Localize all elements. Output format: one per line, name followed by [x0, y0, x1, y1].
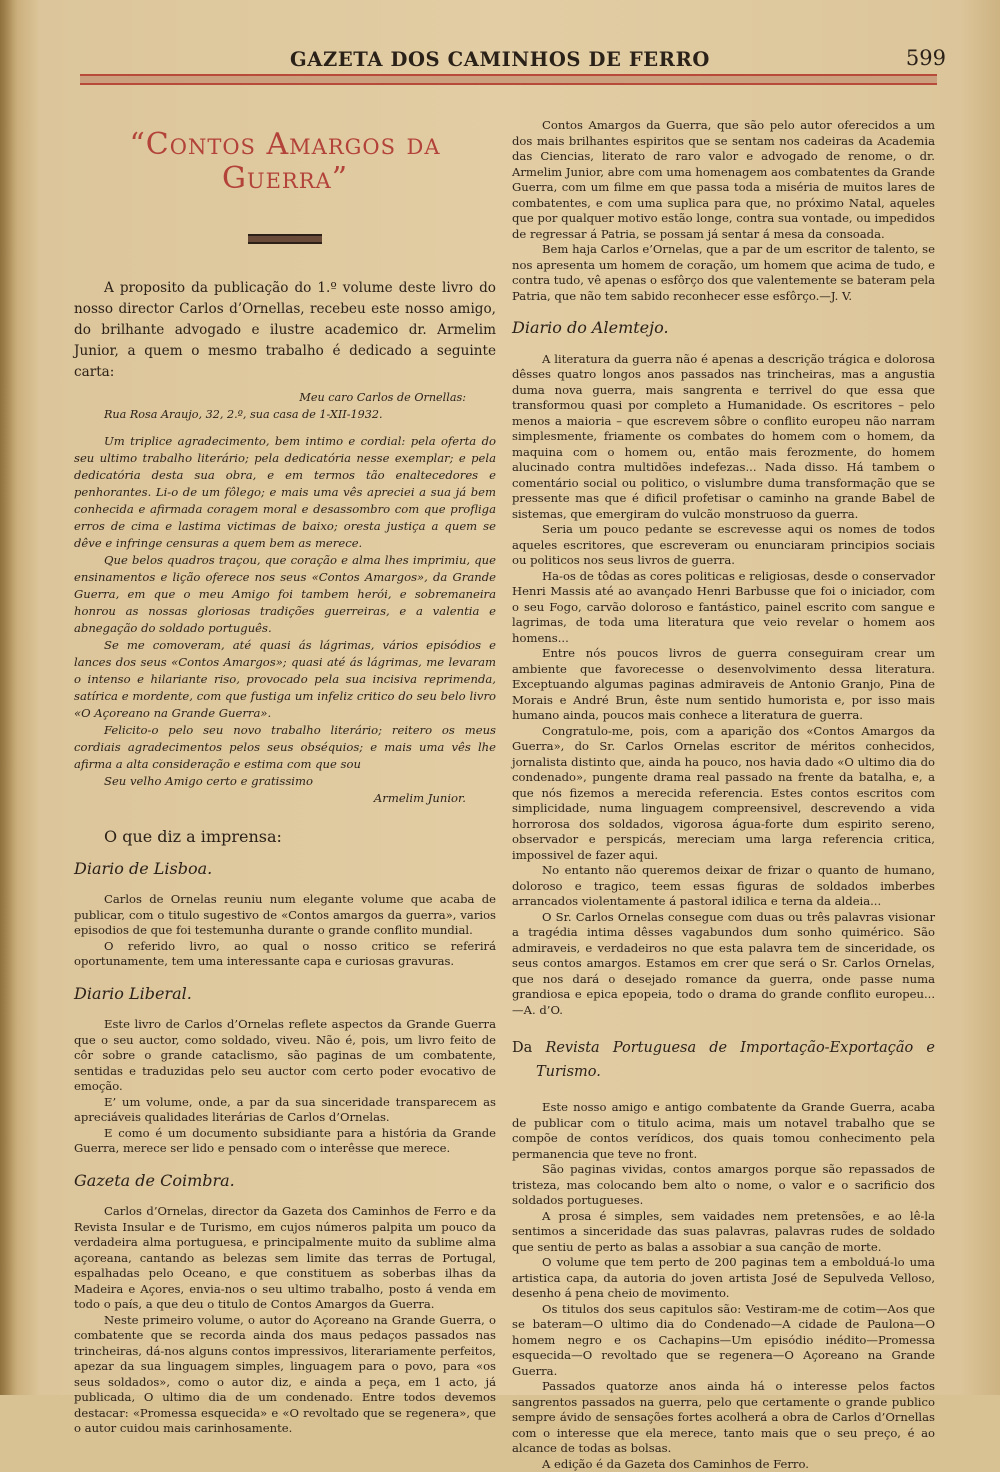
review-paragraph: Contos Amargos da Guerra, que são pelo autor oferecidos a um dos mais brilhantes espiritos que se sentam nos cadeiras da Academia das Ciencias, literato de raro valor e advogado de renome, o dr. Armelim Junior, abre com uma homenagem aos combatentes da Grande Guerra, com um filme em que passa toda a miséria de muitos lares de combatentes, e com uma suplica para que, no próximo Natal, aqueles que por qualquer motivo estão longe, contra sua vontade, ou impedidos de regressar á Patria, se possam já sentar á mesa da consoada.: [512, 118, 935, 242]
section-paragraph: Neste primeiro volume, o autor do Açoreano na Grande Guerra, o combatente que se recorda ainda dos maus pedaços passados nas trincheiras, dá-nos alguns contos impressivos, literariamente perfeitos, apezar da sua linguagem simples, linguagem para o povo, para «os seus soldados», como o autor diz, e ainda a peça, em 1 acto, já publicada, O ultimo dia de um condenado. Entre todos devemos destacar: «Promessa esquecida» e «O revoltado que se regenera», que o autor cuidou mais carinhosamente.: [74, 1313, 496, 1437]
header-rule: [80, 74, 937, 85]
section-paragraph: A edição é da Gazeta dos Caminhos de Ferro.: [512, 1457, 935, 1472]
journal-title: GAZETA DOS CAMINHOS DE FERRO: [60, 48, 940, 71]
letter-paragraph: Felicito-o pelo seu novo trabalho literário; reitero os meus cordiais agradecimentos pelos seus obséquios; e mais uma vês lhe afirma a alta consideração e estima com que sou: [74, 722, 496, 773]
title-ornament: [248, 234, 322, 244]
section-title: Diario do Alemtejo.: [512, 320, 935, 336]
letter-paragraph: Se me comoveram, até quasi ás lágrimas, vários episódios e lances dos seus «Contos Amargos»; quasi até ás lágrimas, me levaram o intenso e hilariante riso, provocado pela sua incisiva reprimenda, satírica e mordente, com que fustiga um infeliz critico do seu belo livro «O Açoreano na Grande Guerra».: [74, 637, 496, 722]
section-title: Diario Liberal.: [74, 986, 496, 1002]
review-paragraph: Bem haja Carlos e’Ornelas, que a par de um escritor de talento, se nos apresenta um homem de coração, um homem que acima de tudo, e contra tudo, vê apenas o esfôrço dos que valentemente se bateram pela Patria, que não tem sabido reconhecer esse esfôrço.—J. V.: [512, 242, 935, 304]
article-title: “Contos Amargos da Guerra”: [74, 128, 496, 196]
section-paragraph: O Sr. Carlos Ornelas consegue com duas ou três palavras visionar a tragédia intima dêsses vagabundos dum sonho quimérico. São admiraveis, e verdadeiros no que esta palavra tem de sinceridade, os seus contos amargos. Estamos em crer que será o Sr. Carlos Ornelas, que nos dará o desejado romance da guerra, onde passe numa grandiosa e epica epopeia, todo o drama do grande conflito europeu...—A. d’O.: [512, 910, 935, 1019]
section-paragraph: A prosa é simples, sem vaidades nem pretensões, e ao lê-la sentimos a sinceridade das suas palavras, palavras rudes de soldado que sentiu de perto as balas a assobiar a sua canção de morte.: [512, 1209, 935, 1256]
section-paragraph: Entre nós poucos livros de guerra conseguiram crear um ambiente que favorecesse o desenvolvimento dessa literatura. Exceptuando algumas paginas admiraveis de Antonio Granjo, Pina de Morais e André Brun, êste num sentido humorista e, por isso mais humano ainda, poucos mais conhece a literatura de guerra.: [512, 646, 935, 724]
letter-salutation: Meu caro Carlos de Ornellas:: [74, 389, 496, 406]
imprensa-heading: O que diz a imprensa:: [104, 829, 496, 845]
section-paragraph: Congratulo-me, pois, com a aparição dos «Contos Amargos da Guerra», do Sr. Carlos Ornelas escritor de méritos conhecidos, jornalista distinto que, ainda ha pouco, nos havia dado «O ultimo dia do condenado», pungente drama real passado na frente da batalha, e, a que nós fizemos a merecida referencia. Estes contos escritos com simplicidade, numa linguagem compreensivel, descrevendo a vida horrorosa dos soldados, vigorosa água-forte dum espirito sereno, observador e perspicás, mereciam uma larga referencia critica, impossivel de fazer aqui.: [512, 724, 935, 864]
letter-paragraph: Um triplice agradecimento, bem intimo e cordial: pela oferta do seu ultimo trabalho literário; pela dedicatória nesse exemplar; e pela dedicatória desta sua obra, e em termos tão enaltecedores e penhorantes. Li-o de um fôlego; e mais uma vês apreciei a sua já bem conhecida e afirmada coragem moral e desassombro com que profliga erros de cima e lastima victimas de baixo; oresta justiça a quem se dêve e infringe censuras a quem bem as merece.: [74, 433, 496, 552]
section-paragraph: Este livro de Carlos d’Ornelas reflete aspectos da Grande Guerra que o seu auctor, como soldado, viveu. Não é, pois, um livro feito de côr sobre o grande cataclismo, são paginas de um combatente, sentidas e traduzidas pelo seu auctor com certo poder evocativo de emoção.: [74, 1017, 496, 1095]
section-paragraph: São paginas vividas, contos amargos porque são repassados de tristeza, mas colocando bem alto o nome, o valor e o sacrificio dos soldados portugueses.: [512, 1162, 935, 1209]
section-paragraph: O volume que tem perto de 200 paginas tem a embolduá-lo uma artistica capa, da autoria do joven artista José de Sepulveda Velloso, desenho á pena cheio de movimento.: [512, 1255, 935, 1302]
revista-title-prefix: Da: [512, 1040, 545, 1056]
section-paragraph: No entanto não queremos deixar de frizar o quanto de humano, doloroso e tragico, teem essas figuras de soldados imberbes arrancados violentamente á pastoral idilica e terna da aldeia...: [512, 863, 935, 910]
right-column: [512, 118, 935, 1472]
section-title: Diario de Lisboa.: [74, 861, 496, 877]
letter-signature: Armelim Junior.: [74, 790, 496, 807]
section-paragraph: Os titulos dos seus capitulos são: Vestiram-me de cotim—Aos que se bateram—O ultimo dia do Condenado—A cidade de Paulona—O homem negro e os Cachapins—Um episódio inédito—Promessa esquecida—O revoltado que se regenera—O Açoreano na Grande Guerra.: [512, 1302, 935, 1380]
section-paragraph: O referido livro, ao qual o nosso critico se referirá oportunamente, tem uma interessante capa e curiosas gravuras.: [74, 939, 496, 970]
page-header: [60, 44, 940, 74]
section-paragraph: E’ um volume, onde, a par da sua sinceridade transparecem as apreciáveis qualidades literárias de Carlos d’Ornelas.: [74, 1095, 496, 1126]
section-paragraph: E como é um documento subsidiante para a história da Grande Guerra, merece ser lido e pensado com o interêsse que merece.: [74, 1126, 496, 1157]
revista-section-title: [512, 1036, 935, 1084]
letter-address: Rua Rosa Araujo, 32, 2.º, sua casa de 1-XII-1932.: [74, 406, 496, 423]
left-column: [74, 118, 496, 1437]
section-paragraph: Seria um pouco pedante se escrevesse aqui os nomes de todos aqueles escritores, que escreveram ou enunciaram principios sociais ou politicos nos seus livros de guerra.: [512, 522, 935, 569]
page-edge-stain: [0, 0, 18, 1395]
intro-paragraph: A proposito da publicação do 1.º volume deste livro do nosso director Carlos d’Ornellas, recebeu este nosso amigo, do brilhante advogado e ilustre academico dr. Armelim Junior, a quem o mesmo trabalho é dedicado a seguinte carta:: [74, 278, 496, 383]
section-paragraph: Ha-os de tôdas as cores politicas e religiosas, desde o conservador Henri Massis até ao avançado Henri Barbusse que foi o iniciador, com o seu Fogo, carvão doloroso e fantástico, painel escrito com sangue e lagrimas, de toda uma literatura que veio revelar o homem aos homens...: [512, 569, 935, 647]
spacer: [74, 423, 496, 433]
section-paragraph: A literatura da guerra não é apenas a descrição trágica e dolorosa dêsses quatro longos anos passados nas trincheiras, mas a angustia duma nova guerra, mais sangrenta e terrivel do que essa que transformou quasi por completo a Humanidade. Os escritores – pelo menos a maioria – que escrevem sôbre o conflito europeu não narram simplesmente, friamente os combates do homem com o homem, da maquina com o homem ou, então mais ferozmente, do homem alucinado contra multidões indefezas... Nada disso. Há tambem o comentário social ou politico, o vislumbre duma transformação que se pressente mas que é dificil profetisar o caminho na grande Babel de sistemas, que emergiram do vulcão monstruoso da guerra.: [512, 352, 935, 523]
section-paragraph: Carlos de Ornelas reuniu num elegante volume que acaba de publicar, com o titulo sugestivo de «Contos amargos da guerra», varios episodios de que foi testemunha durante o grande conflito mundial.: [74, 892, 496, 939]
section-paragraph: Passados quatorze anos ainda há o interesse pelos factos sangrentos passados na guerra, pelo que certamente o grande publico sempre ávido de sensações fortes acolherá a obra de Carlos d’Ornellas com o interesse que ela merece, tanto mais que o seu preço, é ao alcance de todas as bolsas.: [512, 1379, 935, 1457]
section-paragraph: Este nosso amigo e antigo combatente da Grande Guerra, acaba de publicar com o titulo acima, mais um notavel trabalho que se compõe de contos verídicos, dos quais tomou conhecimento pela permanencia que teve no front.: [512, 1100, 935, 1162]
letter-paragraph: Que belos quadros traçou, que coração e alma lhes imprimiu, que ensinamentos e lição oferece nos seus «Contos Amargos», da Grande Guerra, em que o meu Amigo foi tambem herói, e sobremaneira honrou as nossas gloriosas tradições guerreiras, e a valentia e abnegação do soldado português.: [74, 552, 496, 637]
section-title: Gazeta de Coimbra.: [74, 1173, 496, 1189]
page-number: 599: [906, 46, 946, 70]
revista-title-name: Revista Portuguesa de Importação-Exportação e Turismo.: [536, 1040, 935, 1080]
letter-closing: Seu velho Amigo certo e gratissimo: [74, 773, 496, 790]
section-paragraph: Carlos d’Ornelas, director da Gazeta dos Caminhos de Ferro e da Revista Insular e de Turismo, em cujos números palpita um pouco da verdadeira alma portuguesa, e principalmente muito da sublime alma açoreana, cantando as belezas sem limite das terras de Portugal, espalhadas pelo Oceano, e que constituem as soberbas ilhas da Madeira e Açores, envia-nos o seu ultimo trabalho, posto á venda em todo o país, a que deu o titulo de Contos Amargos da Guerra.: [74, 1204, 496, 1313]
